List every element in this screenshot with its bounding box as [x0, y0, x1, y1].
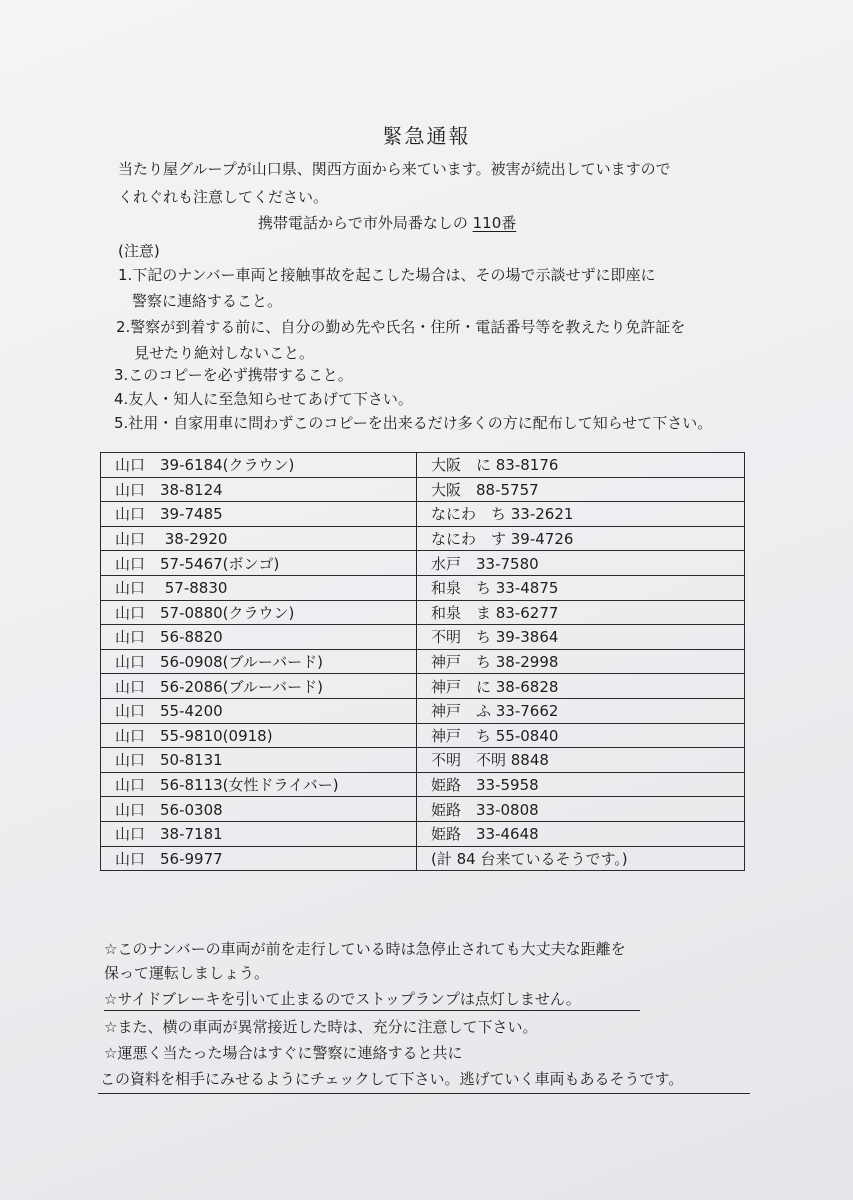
plate-right: 神戸 ち 38-2998 — [417, 649, 745, 674]
plate-left: 山口 56-8113(女性ドライバー) — [101, 772, 417, 797]
plate-left: 山口 55-9810(0918) — [101, 723, 417, 748]
plate-right: 神戸 ふ 33-7662 — [417, 698, 745, 723]
plate-row — [101, 846, 745, 871]
footer-line: ☆サイドブレーキを引いて止まるのでストップランプは点灯しません。 — [104, 990, 581, 1008]
footer-line: 保って運転しましょう。 — [104, 964, 270, 982]
plate-right: 神戸 に 38-6828 — [417, 674, 745, 699]
notes-heading: (注意) — [118, 242, 160, 260]
intro-line-1: 当たり屋グループが山口県、関西方面から来ています。被害が続出していますので — [118, 160, 671, 178]
footer-line: ☆運悪く当たった場合はすぐに警察に連絡すると共に — [104, 1044, 463, 1062]
plate-left: 山口 56-0308 — [101, 797, 417, 822]
plate-row — [101, 674, 745, 699]
plate-row — [101, 453, 745, 478]
plate-row — [101, 526, 745, 551]
plate-right: 姫路 33-0808 — [417, 797, 745, 822]
plate-right: 大阪 に 83-8176 — [417, 453, 745, 478]
plate-left: 山口 50-8131 — [101, 748, 417, 773]
plate-row — [101, 625, 745, 650]
plate-left: 山口 56-9977 — [101, 846, 417, 871]
plate-row — [101, 551, 745, 576]
note-item: 3.このコピーを必ず携帯すること。 — [114, 366, 353, 384]
plate-left: 山口 56-0908(ブルーバード) — [101, 649, 417, 674]
plate-left: 山口 39-7485 — [101, 502, 417, 527]
plate-right: 和泉 ま 83-6277 — [417, 600, 745, 625]
plate-row — [101, 821, 745, 846]
plate-left: 山口 38-2920 — [101, 526, 417, 551]
note-item: 2.警察が到着する前に、自分の勤め先や氏名・住所・電話番号等を教えたり免許証を — [116, 318, 686, 336]
plate-row — [101, 723, 745, 748]
plate-left: 山口 56-8820 — [101, 625, 417, 650]
plate-row — [101, 698, 745, 723]
phone-prefix: 携帯電話からで市外局番なしの — [258, 214, 473, 232]
plate-left: 山口 56-2086(ブルーバード) — [101, 674, 417, 699]
footer-underline — [104, 1010, 640, 1011]
phone-instruction — [258, 212, 516, 233]
phone-number: 110番 — [472, 214, 517, 232]
plate-left: 山口 57-8830 — [101, 575, 417, 600]
plate-row — [101, 477, 745, 502]
plate-right: (計 84 台来ているそうです。) — [417, 846, 745, 871]
plate-right: 大阪 88-5757 — [417, 477, 745, 502]
page-title: 緊急通報 — [382, 124, 471, 148]
footer-line: この資料を相手にみせるようにチェックして下さい。逃げていく車両もあるそうです。 — [100, 1070, 684, 1088]
intro-line-2: くれぐれも注意してください。 — [118, 188, 329, 206]
footer-line: ☆また、横の車両が異常接近した時は、充分に注意して下さい。 — [104, 1018, 538, 1036]
plate-left: 山口 38-7181 — [101, 821, 417, 846]
plate-left: 山口 39-6184(クラウン) — [101, 453, 417, 478]
footer-line: ☆このナンバーの車両が前を走行している時は急停止されても大丈夫な距離を — [104, 940, 626, 958]
plate-table — [100, 452, 745, 871]
note-item: 1.下記のナンバー車両と接触事故を起こした場合は、その場で示談せずに即座に — [118, 266, 656, 284]
plate-right: 神戸 ち 55-0840 — [417, 723, 745, 748]
plate-row — [101, 600, 745, 625]
footer-underline — [98, 1093, 750, 1094]
plate-right: 不明 不明 8848 — [417, 748, 745, 773]
plate-right: 不明 ち 39-3864 — [417, 625, 745, 650]
plate-row — [101, 649, 745, 674]
plate-left: 山口 57-0880(クラウン) — [101, 600, 417, 625]
plate-right: 和泉 ち 33-4875 — [417, 575, 745, 600]
plate-row — [101, 502, 745, 527]
note-item: 5.社用・自家用車に問わずこのコピーを出来るだけ多くの方に配布して知らせて下さい。 — [114, 414, 713, 432]
plate-right: 水戸 33-7580 — [417, 551, 745, 576]
plate-right: 姫路 33-5958 — [417, 772, 745, 797]
note-item: 見せたり絶対しないこと。 — [134, 344, 315, 362]
plate-row — [101, 772, 745, 797]
plate-left: 山口 57-5467(ボンゴ) — [101, 551, 417, 576]
plate-left: 山口 38-8124 — [101, 477, 417, 502]
plate-row — [101, 797, 745, 822]
plate-row — [101, 575, 745, 600]
plate-right: 姫路 33-4648 — [417, 821, 745, 846]
note-item: 4.友人・知人に至急知らせてあげて下さい。 — [114, 390, 413, 408]
note-item: 警察に連絡すること。 — [132, 292, 283, 310]
plate-right: なにわ す 39-4726 — [417, 526, 745, 551]
plate-left: 山口 55-4200 — [101, 698, 417, 723]
plate-row — [101, 748, 745, 773]
plate-right: なにわ ち 33-2621 — [417, 502, 745, 527]
